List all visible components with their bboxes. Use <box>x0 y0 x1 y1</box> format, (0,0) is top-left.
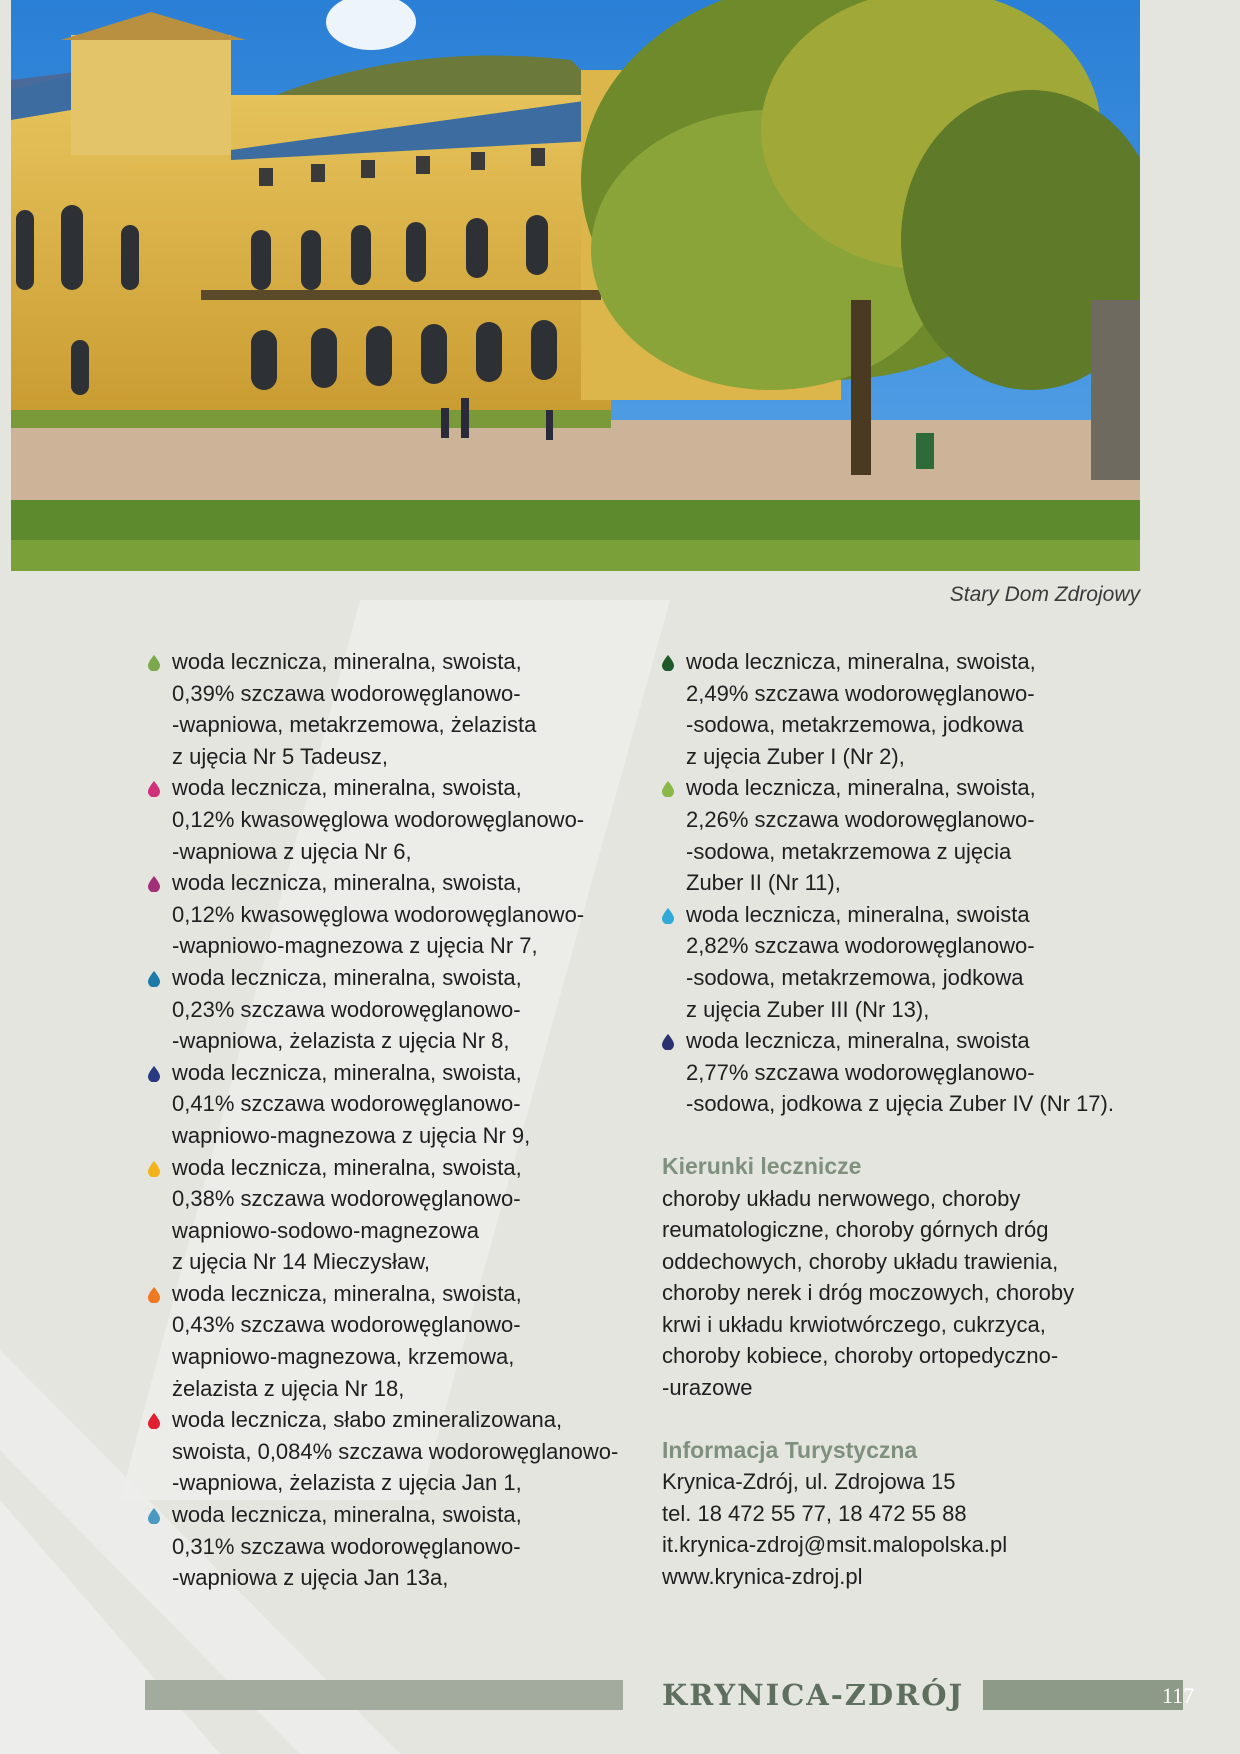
treatment-directions-title: Kierunki lecznicze <box>662 1152 862 1179</box>
water-description: woda lecznicza, mineralna, swoista, 0,39% szczawa wodorowęglanowo- -wapniowa, metakrzemowa, żelazista z ujęcia Nr 5 Tadeusz, <box>172 649 537 769</box>
water-drop-icon <box>148 1508 160 1524</box>
water-item <box>148 1278 648 1404</box>
water-description: woda lecznicza, mineralna, swoista, 0,12% kwasowęglowa wodorowęglanowo- -wapniowo-magnezowa z ujęcia Nr 7, <box>172 870 585 959</box>
treatment-directions-text: choroby układu nerwowego, choroby reumatologiczne, choroby górnych dróg oddechowych, choroby układu trawienia, choroby nerek i dróg moczowych, choroby krwi i układu krwiotwórczego, cukrzyca, choroby kobiece, choroby ortopedyczno- -urazowe <box>662 1185 1075 1401</box>
water-item <box>148 867 648 962</box>
info-phone: tel. 18 472 55 77, 18 472 55 88 <box>662 1500 967 1526</box>
drop-shape <box>148 1413 160 1429</box>
drop-shape <box>148 781 160 797</box>
water-description: woda lecznicza, mineralna, swoista, 0,43% szczawa wodorowęglanowo- wapniowo-magnezowa, krzemowa, żelazista z ujęcia Nr 18, <box>172 1280 522 1401</box>
water-description: woda lecznicza, mineralna, swoista, 0,23% szczawa wodorowęglanowo- -wapniowa, żelazista z ujęcia Nr 8, <box>172 964 522 1054</box>
water-drop-icon <box>662 1034 674 1050</box>
water-description: woda lecznicza, mineralna, swoista 2,77% szczawa wodorowęglanowo- -sodowa, jodkowa z ujęcia Zuber IV (Nr 17). <box>686 1028 1114 1117</box>
treatment-directions <box>662 1151 1162 1404</box>
water-drop-icon <box>148 971 160 987</box>
water-item <box>148 1499 648 1594</box>
drop-shape <box>662 655 674 671</box>
water-description: woda lecznicza, mineralna, swoista, 0,38% szczawa wodorowęglanowo- wapniowo-sodowo-magnezowa z ujęcia Nr 14 Mieczysław, <box>172 1154 522 1275</box>
water-drop-icon <box>148 1287 160 1303</box>
drop-shape <box>148 1161 160 1177</box>
water-drop-icon <box>662 655 674 671</box>
water-item <box>662 1025 1162 1120</box>
water-drop-icon <box>148 781 160 797</box>
drop-shape <box>148 1287 160 1303</box>
water-description: woda lecznicza, mineralna, swoista, 0,12% kwasowęglowa wodorowęglanowo- -wapniowa z ujęcia Nr 6, <box>172 775 585 864</box>
water-item <box>148 772 648 867</box>
water-drop-icon <box>662 908 674 924</box>
water-drop-icon <box>662 781 674 797</box>
footer-bar-right <box>983 1680 1183 1710</box>
drop-shape <box>662 781 674 797</box>
drop-shape <box>662 1034 674 1050</box>
water-description: woda lecznicza, mineralna, swoista 2,82% szczawa wodorowęglanowo- -sodowa, metakrzemowa, jodkowa z ujęcia Zuber III (Nr 13), <box>686 901 1035 1022</box>
drop-shape <box>148 971 160 987</box>
water-description: woda lecznicza, mineralna, swoista, 2,49% szczawa wodorowęglanowo- -sodowa, metakrzemowa, jodkowa z ujęcia Zuber I (Nr 2), <box>686 649 1036 769</box>
info-website[interactable]: www.krynica-zdroj.pl <box>662 1564 863 1590</box>
footer-bar-left <box>145 1680 623 1710</box>
water-item <box>148 646 648 772</box>
tourist-information <box>662 1435 1162 1593</box>
info-address: Krynica-Zdrój, ul. Zdrojowa 15 <box>662 1469 956 1495</box>
water-drop-icon <box>148 1066 160 1082</box>
water-list-right <box>662 646 1162 1593</box>
water-item <box>662 646 1162 772</box>
water-item <box>662 899 1162 1025</box>
water-description: woda lecznicza, mineralna, swoista, 2,26% szczawa wodorowęglanowo- -sodowa, metakrzemowa z ujęcia Zuber II (Nr 11), <box>686 775 1036 896</box>
page-number: 117 <box>1162 1683 1195 1708</box>
water-item <box>148 1404 648 1499</box>
water-description: woda lecznicza, słabo zmineralizowana, swoista, 0,084% szczawa wodorowęglanowo- -wapniowa, żelazista z ujęcia Jan 1, <box>172 1407 619 1496</box>
drop-shape <box>148 1066 160 1082</box>
drop-shape <box>662 908 674 924</box>
drop-shape <box>148 655 160 671</box>
water-list-left <box>148 646 648 1594</box>
water-item <box>148 1152 648 1278</box>
water-item <box>148 1057 648 1152</box>
footer-brand: KRYNICA-ZDRÓJ <box>662 1678 965 1712</box>
photo-caption: Stary Dom Zdrojowy <box>949 583 1140 606</box>
water-drop-icon <box>148 1161 160 1177</box>
drop-shape <box>148 876 160 892</box>
water-drop-icon <box>148 1413 160 1429</box>
water-description: woda lecznicza, mineralna, swoista, 0,31% szczawa wodorowęglanowo- -wapniowa z ujęcia Jan 13a, <box>172 1502 522 1591</box>
spa-building-photo <box>11 0 1140 571</box>
water-description: woda lecznicza, mineralna, swoista, 0,41% szczawa wodorowęglanowo- wapniowo-magnezowa z ujęcia Nr 9, <box>172 1059 531 1148</box>
water-drop-icon <box>148 655 160 671</box>
water-item <box>148 962 648 1057</box>
water-item <box>662 772 1162 898</box>
drop-shape <box>148 1508 160 1524</box>
tourist-information-title: Informacja Turystyczna <box>662 1436 918 1463</box>
water-drop-icon <box>148 876 160 892</box>
info-email[interactable]: it.krynica-zdroj@msit.malopolska.pl <box>662 1532 1008 1558</box>
